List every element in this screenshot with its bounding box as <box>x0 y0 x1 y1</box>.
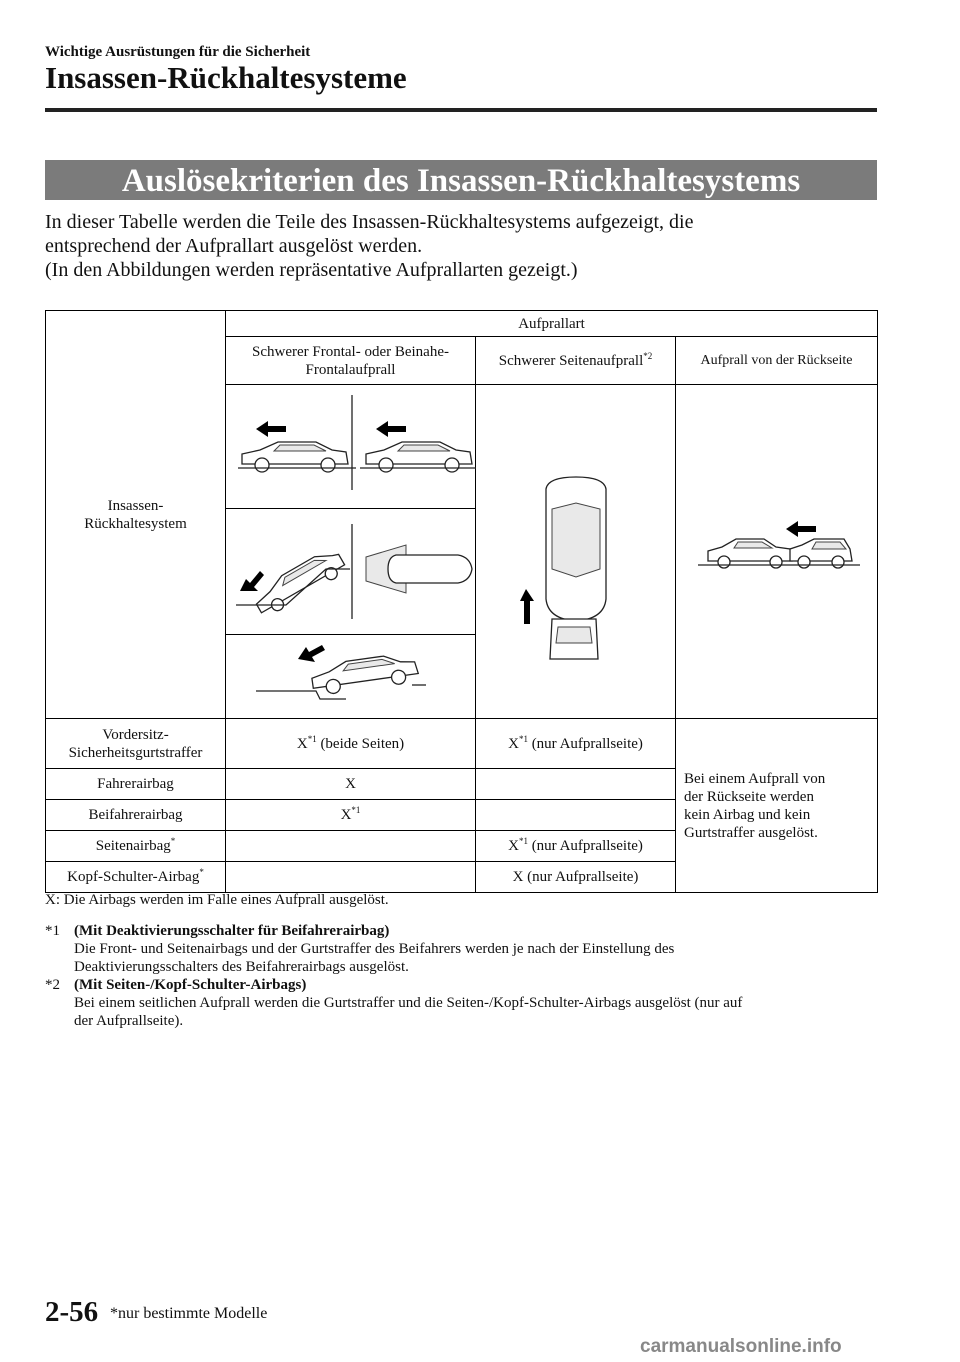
frontal-illustration-cell <box>226 509 476 635</box>
frontal-value: $X^{*1}$ <box>226 800 476 831</box>
row-label: Kopf-Schulter-Airbag* <box>46 862 226 893</box>
side-value <box>476 800 676 831</box>
section-label: Wichtige Ausrüstungen für die Sicherheit <box>45 44 311 60</box>
rear-illustration-cell <box>676 385 878 719</box>
row-label: Fahrerairbag <box>46 769 226 800</box>
impact-type-header: Aufprallart <box>226 311 878 337</box>
row-label: Seitenairbag* <box>46 831 226 862</box>
side-value: $X^{*1}$ (nur Aufprallseite) <box>476 719 676 769</box>
deployment-table <box>45 310 878 893</box>
frontal-illustration-cell <box>226 385 476 509</box>
frontal-value <box>226 862 476 893</box>
frontal-value: $X^{*1}$ (beide Seiten) <box>226 719 476 769</box>
page-number: 2-56 <box>45 1296 99 1328</box>
side-illustration-cell <box>476 385 676 719</box>
side-value: $X^{*1}$ (nur Aufprallseite) <box>476 831 676 862</box>
title-rule <box>45 108 877 112</box>
watermark: carmanualsonline.info <box>640 1336 842 1357</box>
car-rear-impact-icon <box>676 389 878 709</box>
row-label: Vordersitz- Sicherheitsgurtstraffer <box>46 719 226 769</box>
footnote: *2 (Mit Seiten-/Kopf-Schulter-Airbags) Bei einem seitlichen Aufprall werden die Gurtstraffer und die Seiten-/Kopf-Schulter-Airbags ausgelöst (nur auf der Aufprallseite). <box>45 977 743 1029</box>
section-banner: Auslösekriterien des Insassen-Rückhaltesystems <box>45 160 877 200</box>
car-frontal-impact-icon <box>226 385 476 503</box>
col-header-frontal: Schwerer Frontal- oder Beinahe- Frontalaufprall <box>226 337 476 385</box>
page-title: Insassen-Rückhaltesysteme <box>45 60 407 95</box>
side-value: X (nur Aufprallseite) <box>476 862 676 893</box>
car-embankment-impact-icon <box>226 509 476 629</box>
intro-line: In dieser Tabelle werden die Teile des Insassen-Rückhaltesystems aufgezeigt, die <box>45 211 694 233</box>
car-side-impact-icon <box>476 389 676 709</box>
side-value <box>476 769 676 800</box>
col-header-side: Schwerer Seitenaufprall$^{*2}$ <box>476 337 676 385</box>
col-header-rear: Aufprall von der Rückseite <box>676 337 878 385</box>
footnote: *1 (Mit Deaktivierungsschalter für Beifahrerairbag) Die Front- und Seitenairbags und der Gurtstraffer des Beifahrers werden je nach der Einstellung des Deaktivierungsschalters des Beifahrerairbags ausgelöst. <box>45 923 675 975</box>
frontal-illustration-cell <box>226 635 476 719</box>
frontal-value: X <box>226 769 476 800</box>
intro-line: entsprechend der Aufprallart ausgelöst werden. <box>45 235 423 257</box>
car-ditch-impact-icon <box>226 635 476 713</box>
table-legend: X: Die Airbags werden im Falle eines Aufprall ausgelöst. <box>45 892 389 908</box>
row-label: Beifahrerairbag <box>46 800 226 831</box>
rear-impact-note: Bei einem Aufprall von der Rückseite werden kein Airbag und kein Gurtstraffer ausgelöst. <box>676 719 878 893</box>
intro-paragraph <box>45 210 877 282</box>
frontal-value <box>226 831 476 862</box>
footer-note: *nur bestimmte Modelle <box>110 1305 268 1322</box>
intro-line: (In den Abbildungen werden repräsentative Aufprallarten gezeigt.) <box>45 259 578 281</box>
footnotes <box>45 922 885 1030</box>
table-corner-header: Insassen- Rückhaltesystem <box>46 311 226 719</box>
